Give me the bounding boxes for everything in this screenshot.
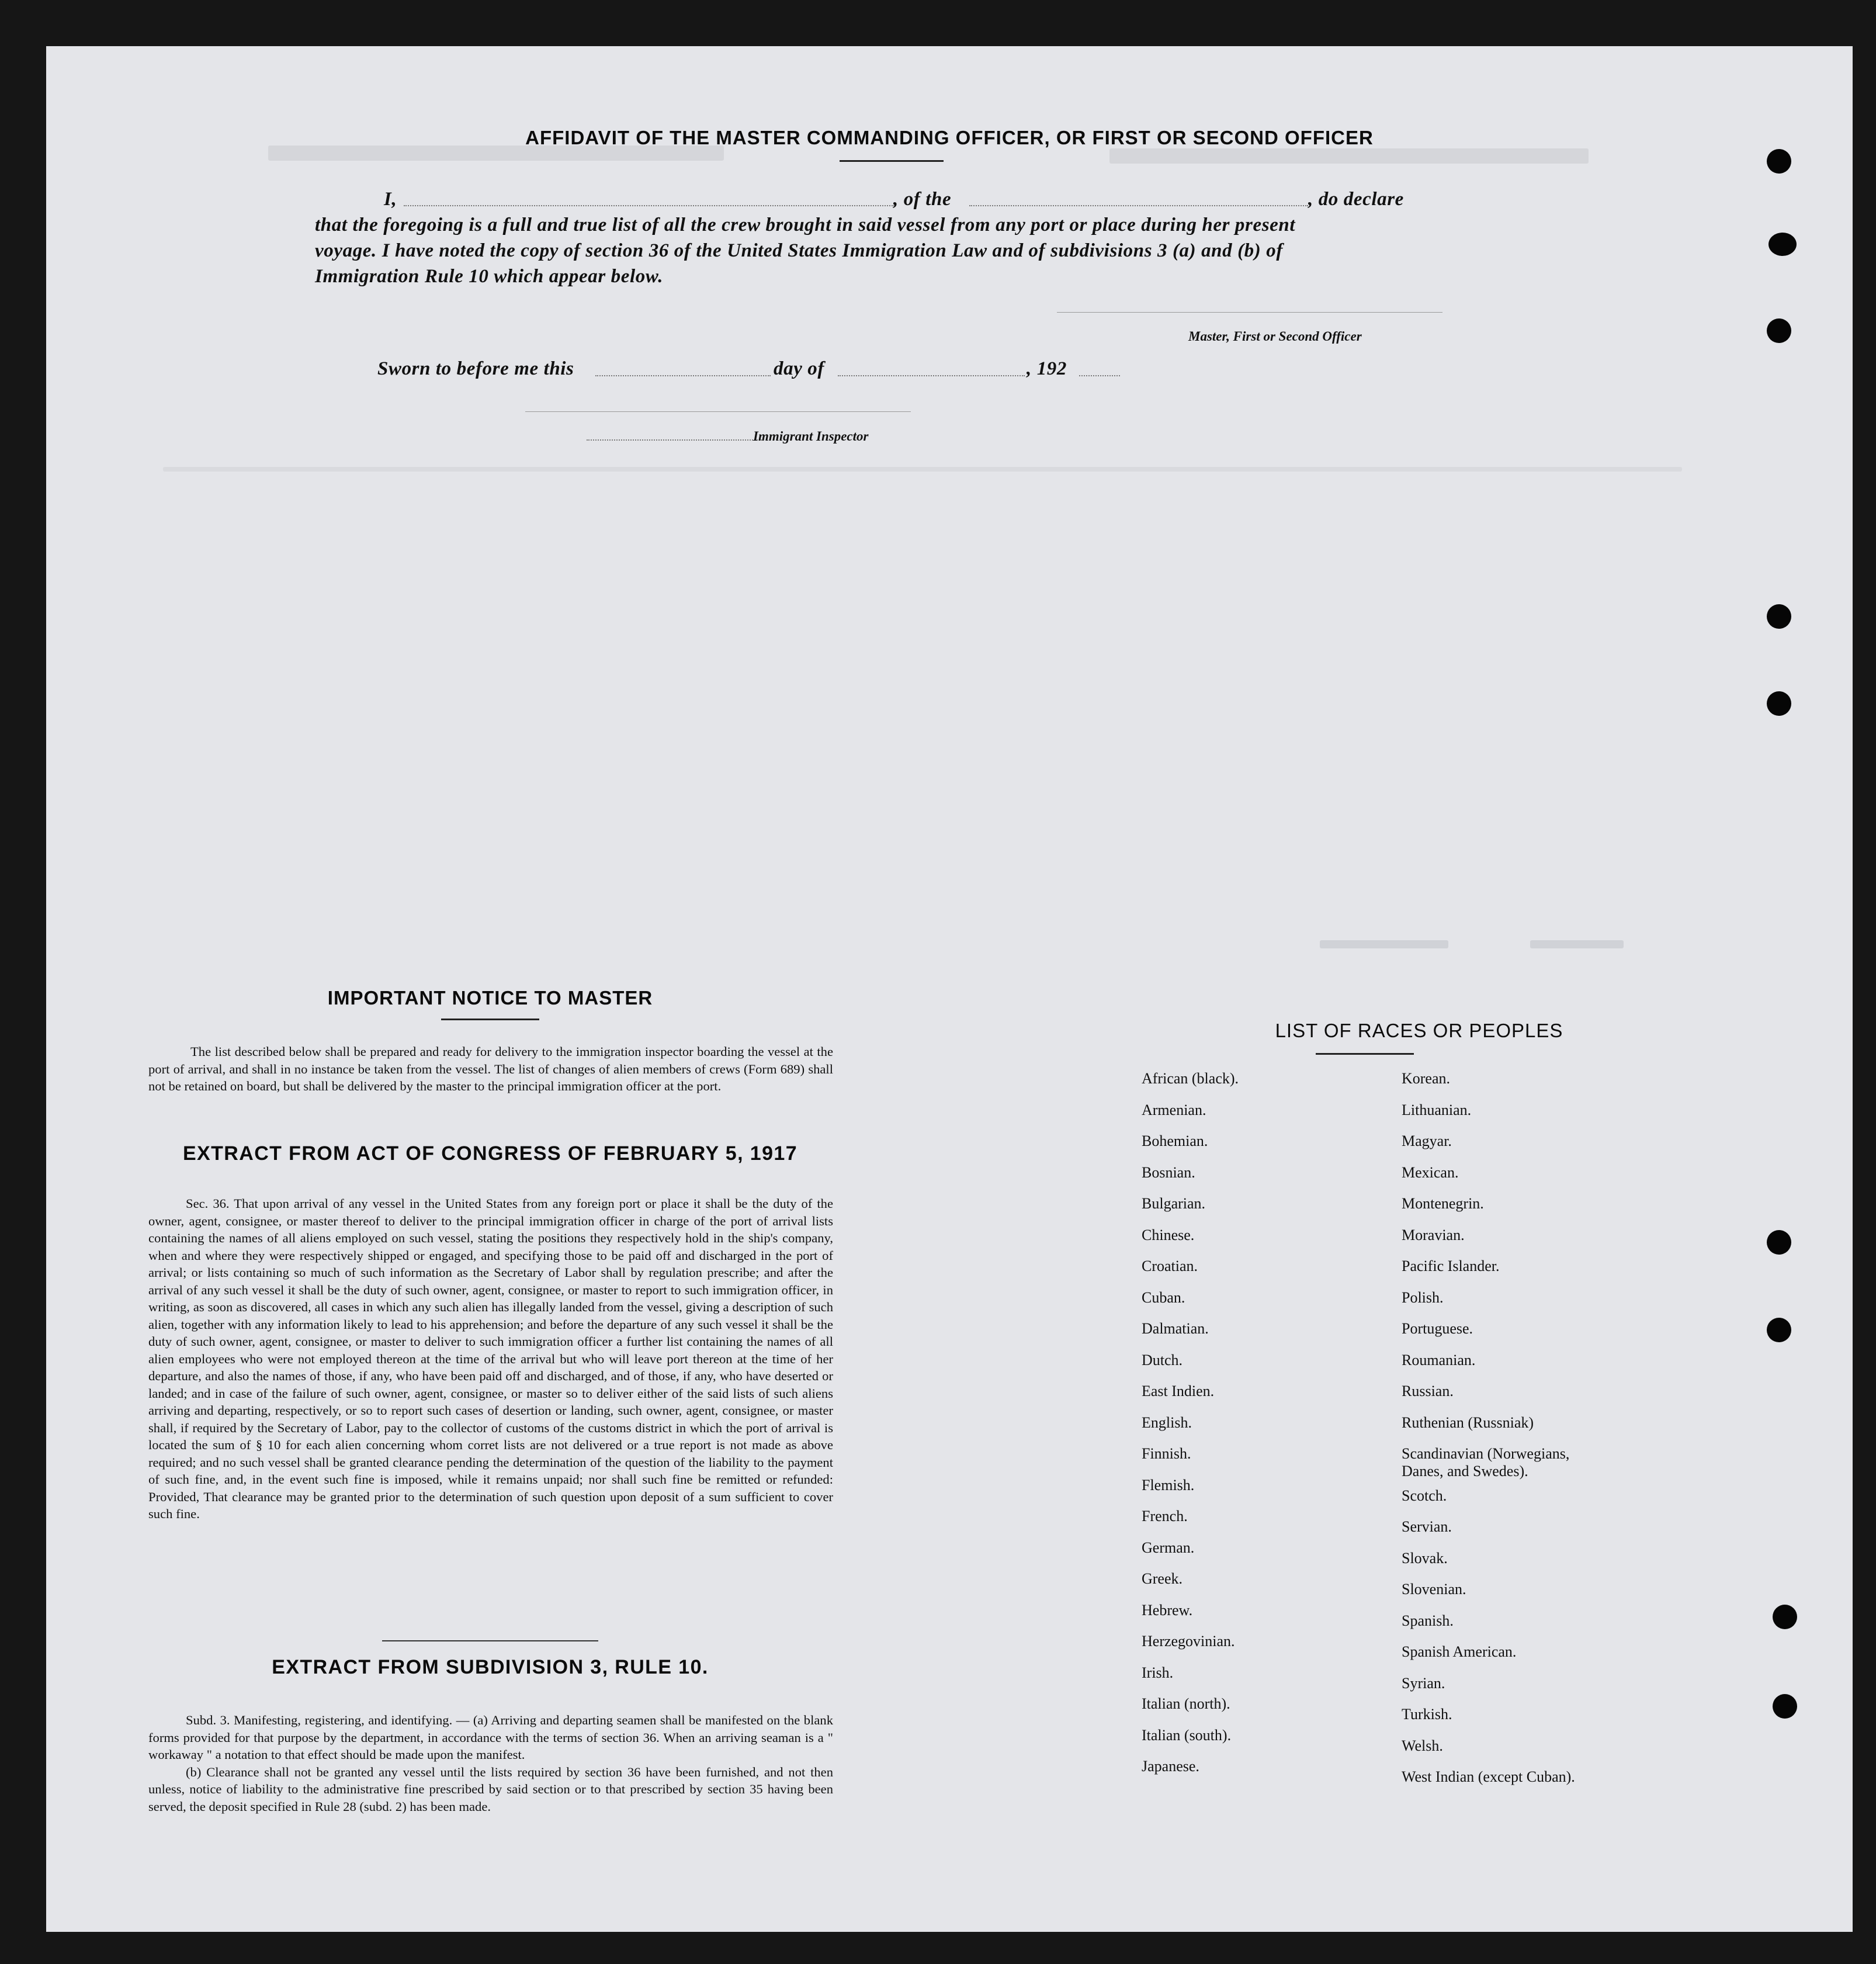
race-item: Slovak.: [1402, 1549, 1448, 1567]
master-caption: Master, First or Second Officer: [1188, 329, 1362, 344]
race-item: Welsh.: [1402, 1737, 1443, 1754]
race-item: Lithuanian.: [1402, 1101, 1472, 1118]
race-item: German.: [1142, 1539, 1195, 1556]
notice-title: IMPORTANT NOTICE TO MASTER: [327, 987, 653, 1009]
month-blank-line: [838, 375, 1025, 376]
race-item: Greek.: [1142, 1570, 1183, 1587]
punch-hole: [1767, 604, 1791, 629]
affidavit-line-2: that the foregoing is a full and true list of all the crew brought in said vessel from any port or place during her present: [315, 214, 1296, 235]
act-paragraph: Sec. 36. That upon arrival of any vessel in the United States from any foreign port or place it shall be the duty of the owner, agent, consignee, or master thereof to deliver to the principal immigration officer in charge of the port of arrival lists containing the names of all aliens employed on such vessel, stating the positions they respectively hold in the ship's company, when and where they were respectively shipped or engaged, and specifying those to be paid off and discharged in the port of arrival; or lists containing so much of such information as the Secretary of Labor shall by regulation prescribe; and after the arrival of any such vessel it shall be the duty of such owner, agent, consignee, or master to report to such immigration officer, in writing, as soon as discovered, all cases in which any such alien has illegally landed from the vessel, giving a description of such alien, together with any information likely to lead to his apprehension; and before the departure of any such vessel it shall be the duty of such owner, agent, consignee, or master to deliver to such immigration officer a further list containing the names of all alien employees who were not employed thereon at the time of the arrival but who will leave port thereon at the time of her departure, and also the names of those, if any, who have been paid off and discharged, and of those, if any, who have deserted or landed; and in case of the failure of such owner, agent, consignee, or master so to deliver either of the said lists of such aliens arriving and departing, respectively, or so to report such cases of desertion or landing, such owner, agent, consignee, or master shall, if required by the Secretary of Labor, pay to the collector of customs of the customs district in which the port of arrival is located the sum of § 10 for each alien concerning whom corret lists are not delivered or a true report is not made as above required; and no such vessel shall be granted clearance pending the determination of the question of the liability to the payment of such fine, and, in the event such fine is imposed, while it remains unpaid; nor shall such fine be remitted or refunded: Provided, That clearance may be granted prior to the determination of such question upon deposit of a sum sufficient to cover such fine.: [148, 1196, 833, 1521]
affidavit-of-the: , of the: [893, 189, 952, 210]
race-item: Herzegovinian.: [1142, 1633, 1235, 1650]
race-item: Ruthenian (Russniak): [1402, 1414, 1534, 1431]
race-item: Turkish.: [1402, 1706, 1452, 1723]
races-title-underline: [1316, 1053, 1414, 1055]
race-item: Moravian.: [1402, 1226, 1465, 1243]
rule-body: [148, 1712, 833, 1815]
vessel-blank-line: [969, 205, 1308, 206]
notice-title-underline: [441, 1019, 539, 1020]
race-item: Scandinavian (Norwegians, Danes, and Swedes).: [1402, 1445, 1570, 1480]
race-item: Magyar.: [1402, 1132, 1452, 1149]
day-of-text: day of: [774, 358, 824, 379]
rule-subd-a: Subd. 3. Manifesting, registering, and identifying. — (a) Arriving and departing seamen shall be manifested on the blank forms provided for that purpose by the department, in accordance with the terms of section 36. When an arriving seaman is a " workaway " a notation to that effect should be made upon the manifest.: [148, 1713, 833, 1762]
race-item: Servian.: [1402, 1518, 1452, 1535]
affidavit-title: AFFIDAVIT OF THE MASTER COMMANDING OFFICER, OR FIRST OR SECOND OFFICER: [525, 127, 1374, 148]
race-item: African (black).: [1142, 1070, 1239, 1087]
notice-body: [148, 1043, 833, 1095]
race-item: Italian (south).: [1142, 1726, 1232, 1744]
race-item: Flemish.: [1142, 1476, 1195, 1494]
punch-hole: [1773, 1605, 1797, 1629]
inspector-caption: Immigrant Inspector: [753, 429, 869, 444]
race-item: Russian.: [1402, 1383, 1454, 1400]
act-separator: [382, 1640, 598, 1641]
race-item: Hebrew.: [1142, 1601, 1193, 1619]
inspector-dotted-line: [587, 439, 762, 441]
act-body: [148, 1195, 833, 1523]
race-item: Croatian.: [1142, 1258, 1198, 1274]
sworn-text: Sworn to before me this: [377, 358, 574, 379]
race-item: Roumanian.: [1402, 1351, 1476, 1369]
race-item: Bohemian.: [1142, 1132, 1208, 1149]
document-page: [46, 46, 1853, 1932]
race-item: West Indian (except Cuban).: [1402, 1768, 1575, 1785]
race-item: East Indien.: [1142, 1383, 1215, 1400]
race-item: Japanese.: [1142, 1758, 1199, 1775]
rule-subd-b: (b) Clearance shall not be granted any vessel until the lists required by section 36 have been furnished, and not then unless, notice of liability to the administrative fine prescribed by said section or to that prescribed by section 35 having been served, the deposit specified in Rule 28 (subd. 2) has been made.: [148, 1764, 833, 1814]
race-item: Portuguese.: [1402, 1320, 1473, 1337]
race-item: Mexican.: [1402, 1163, 1459, 1181]
bleed-through-mark: [1109, 148, 1589, 164]
year-prefix: , 192: [1027, 358, 1067, 379]
race-item: Bosnian.: [1142, 1163, 1195, 1181]
race-item: Spanish American.: [1402, 1643, 1517, 1660]
affidavit-do-declare: , do declare: [1308, 189, 1404, 210]
race-item: French.: [1142, 1508, 1188, 1525]
race-item: Scotch.: [1402, 1487, 1447, 1504]
name-blank-line: [404, 205, 894, 206]
race-item: Polish.: [1402, 1288, 1444, 1306]
bleed-through-mark: [1530, 940, 1624, 948]
punch-hole: [1767, 149, 1791, 174]
master-signature-line: [1057, 312, 1442, 313]
races-title: LIST OF RACES OR PEOPLES: [1275, 1020, 1563, 1041]
punch-hole: [1767, 1318, 1791, 1342]
punch-hole: [1767, 691, 1791, 716]
race-item: Pacific Islander.: [1402, 1258, 1500, 1274]
race-item: Syrian.: [1402, 1674, 1445, 1692]
race-item: Chinese.: [1142, 1226, 1195, 1243]
race-item: Slovenian.: [1402, 1581, 1466, 1598]
race-item: Korean.: [1402, 1070, 1451, 1087]
year-blank-line: [1079, 375, 1120, 376]
affidavit-i: I,: [384, 189, 397, 210]
bleed-through-mark: [163, 467, 1682, 472]
notice-paragraph: The list described below shall be prepared and ready for delivery to the immigration inspector boarding the vessel at the port of arrival, and shall in no instance be taken from the vessel. The list of changes of alien members of crews (Form 689) shall not be retained on board, but shall be delivered by the master to the principal immigration officer at the port.: [148, 1044, 833, 1093]
race-item: Bulgarian.: [1142, 1195, 1206, 1212]
punch-hole: [1773, 1694, 1797, 1719]
title-underline: [840, 160, 944, 162]
race-item: Italian (north).: [1142, 1695, 1230, 1712]
affidavit-line-4: Immigration Rule 10 which appear below.: [315, 266, 664, 287]
race-item: Armenian.: [1142, 1101, 1206, 1118]
affidavit-line-3: voyage. I have noted the copy of section 36 of the United States Immigration Law and of subdivisions 3 (a) and (b) of: [315, 240, 1283, 261]
race-item: Dalmatian.: [1142, 1320, 1209, 1337]
race-item: Cuban.: [1142, 1288, 1185, 1306]
day-blank-line: [595, 375, 771, 376]
punch-hole: [1767, 1230, 1791, 1255]
bleed-through-mark: [1320, 940, 1448, 948]
act-title: EXTRACT FROM ACT OF CONGRESS OF FEBRUARY 5, 1917: [182, 1142, 798, 1165]
race-item: Finnish.: [1142, 1445, 1191, 1462]
punch-hole: [1768, 233, 1797, 256]
race-item: English.: [1142, 1414, 1192, 1431]
rule-title: EXTRACT FROM SUBDIVISION 3, RULE 10.: [272, 1656, 709, 1678]
inspector-signature-line: [525, 411, 911, 412]
punch-hole: [1767, 318, 1791, 343]
race-item: Dutch.: [1142, 1351, 1183, 1369]
race-item: Irish.: [1142, 1664, 1174, 1681]
race-item: Montenegrin.: [1402, 1195, 1484, 1212]
race-item: Spanish.: [1402, 1612, 1454, 1629]
